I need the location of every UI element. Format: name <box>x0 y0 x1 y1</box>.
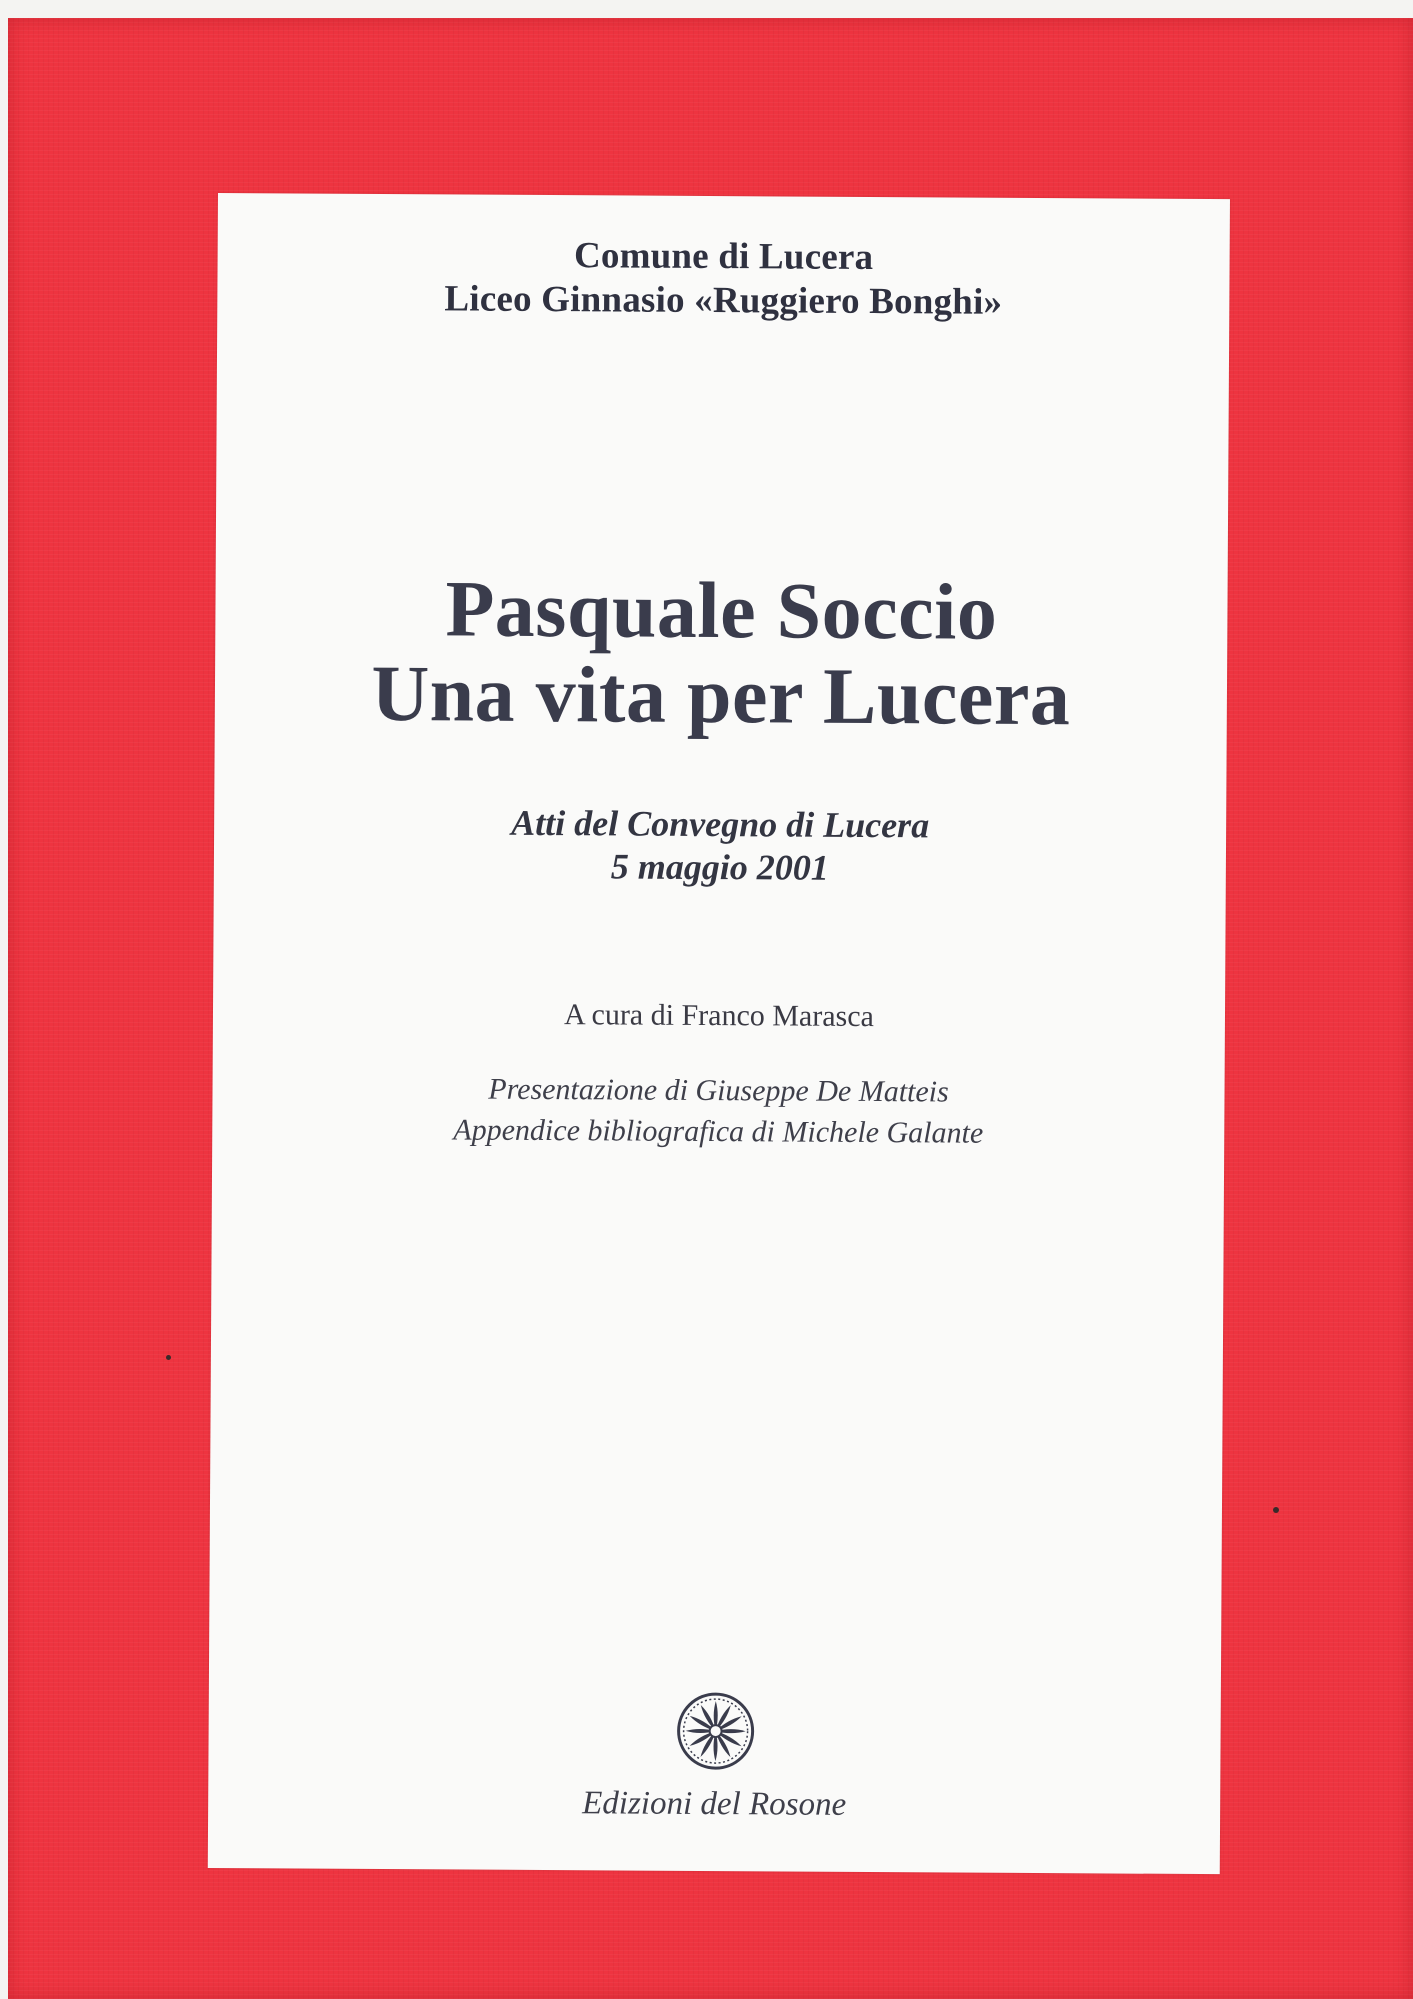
dust-speck <box>1273 1507 1279 1513</box>
appendix-line: Appendice bibliografica di Michele Galante <box>453 1113 984 1150</box>
title-label <box>208 193 1230 1874</box>
subtitle-date: 5 maggio 2001 <box>610 846 830 888</box>
institution-line-1: Comune di Lucera <box>573 235 874 279</box>
institution-line-2: Liceo Ginnasio «Ruggiero Bonghi» <box>444 278 1003 323</box>
book-title-line-2: Una vita per Lucera <box>371 649 1071 743</box>
book-title-line-1: Pasquale Soccio <box>445 565 998 657</box>
dust-speck <box>166 1355 171 1360</box>
presentation-line: Presentazione di Giuseppe De Matteis <box>488 1072 949 1109</box>
book-cover <box>8 18 1413 1999</box>
curator-line: A cura di Franco Marasca <box>563 998 875 1034</box>
publisher-name: Edizioni del Rosone <box>582 1785 847 1823</box>
subtitle-line-1: Atti del Convegno di Lucera <box>511 802 930 846</box>
rose-window-icon <box>675 1691 755 1771</box>
